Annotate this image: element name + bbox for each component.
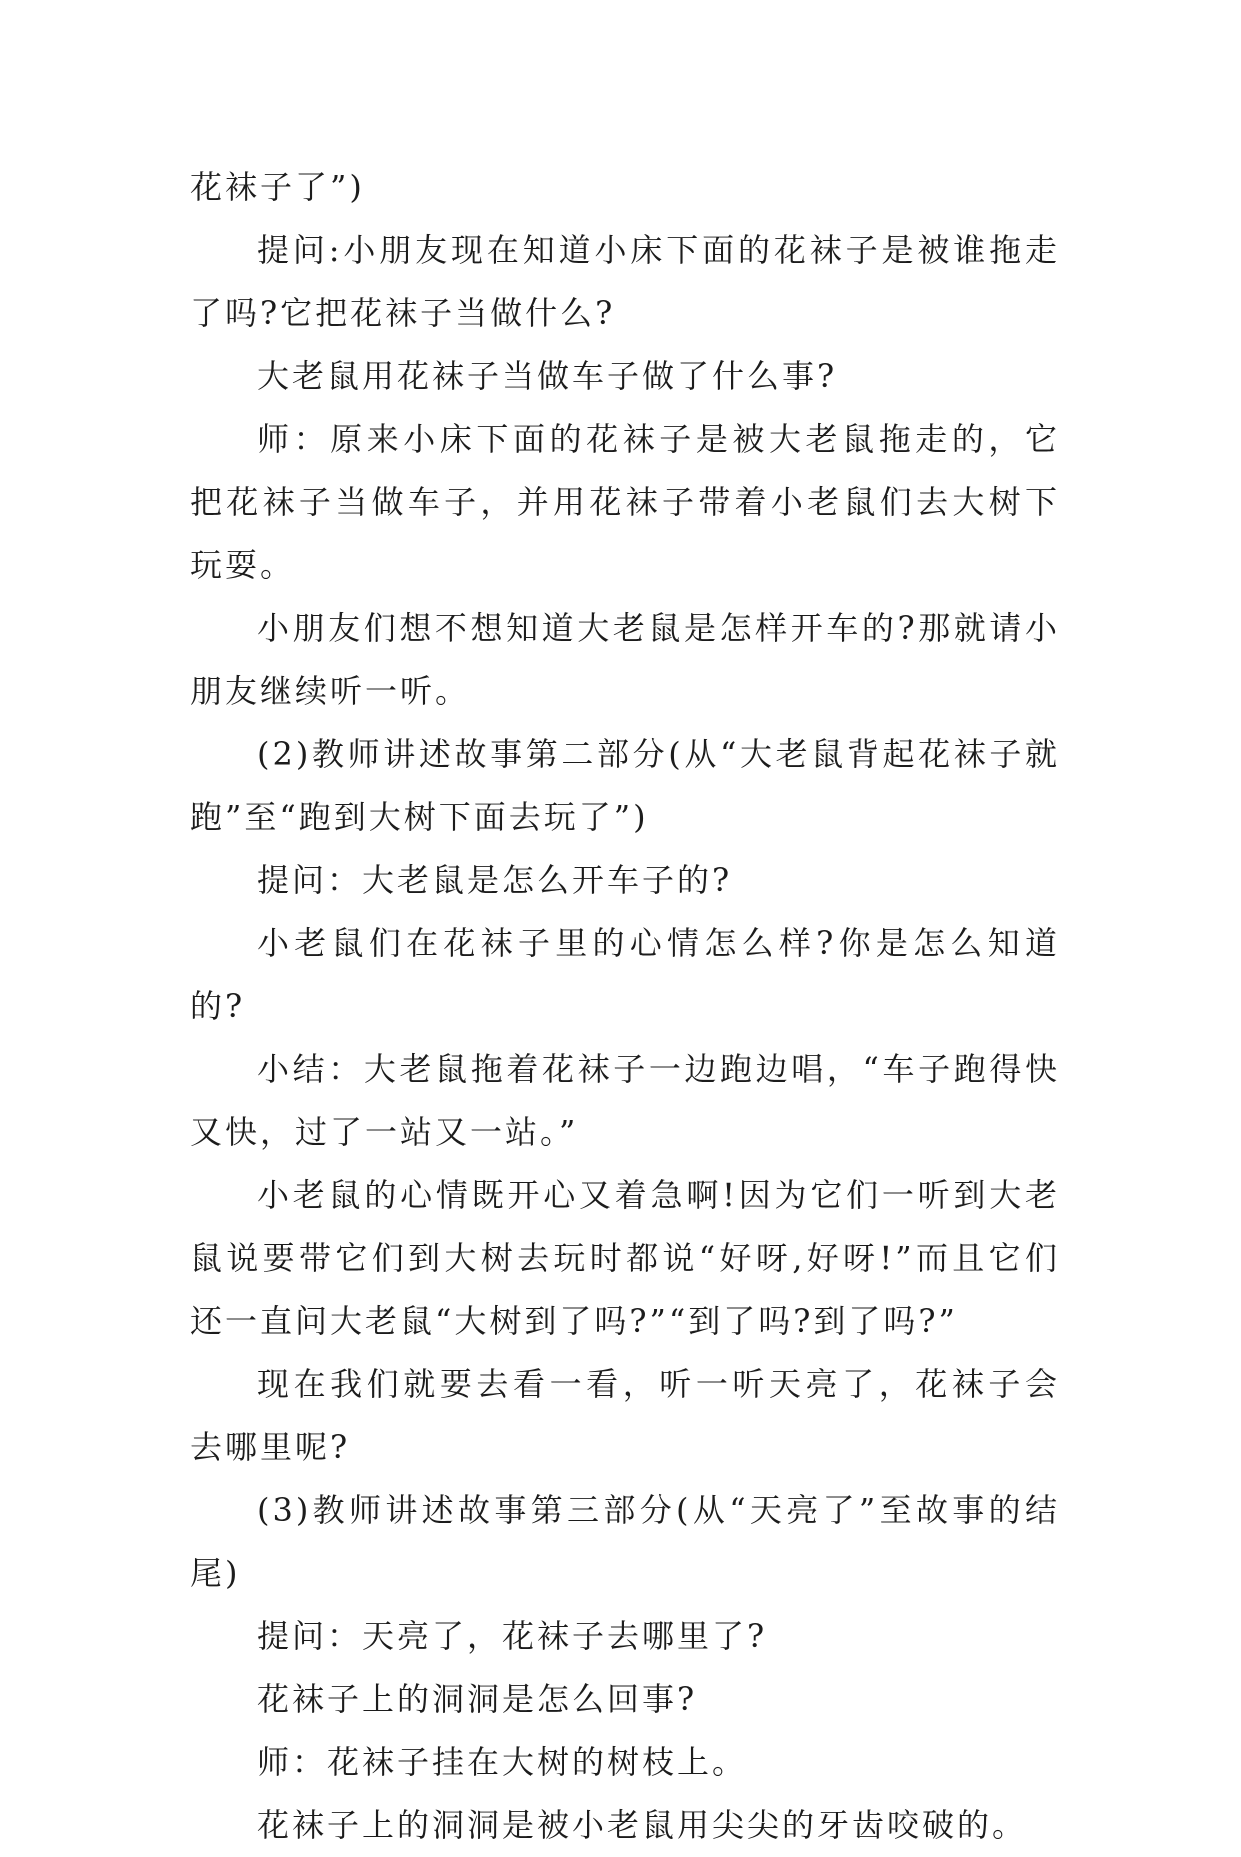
paragraph-question-where: 提问：天亮了，花袜子去哪里了? bbox=[257, 1617, 768, 1655]
paragraph-daybreak: 现在我们就要去看一看，听一听天亮了，花袜子会去哪里呢? bbox=[190, 1365, 1060, 1466]
paragraph-question-car: 大老鼠用花袜子当做车子做了什么事? bbox=[257, 357, 838, 395]
paragraph-mood-explanation: 小老鼠的心情既开心又着急啊!因为它们一听到大老鼠说要带它们到大树去玩时都说“好呀,好呀!”而且它们还一直问大老鼠“大树到了吗?”“到了吗?到了吗?” bbox=[190, 1176, 1060, 1340]
paragraph-question-mood: 小老鼠们在花袜子里的心情怎么样?你是怎么知道的? bbox=[190, 924, 1060, 1025]
paragraph-part-two: (2)教师讲述故事第二部分(从“大老鼠背起花袜子就跑”至“跑到大树下面去玩了”) bbox=[190, 735, 1060, 836]
paragraph-question-holes: 花袜子上的洞洞是怎么回事? bbox=[257, 1680, 698, 1718]
paragraph-holes-answer: 花袜子上的洞洞是被小老鼠用尖尖的牙齿咬破的。 bbox=[257, 1806, 1028, 1844]
paragraph-teacher-branch: 师：花袜子挂在大树的树枝上。 bbox=[257, 1743, 748, 1781]
paragraph-summary: 小结：大老鼠拖着花袜子一边跑边唱，“车子跑得快又快，过了一站又一站。” bbox=[190, 1050, 1060, 1151]
paragraph-question-drive: 提问：大老鼠是怎么开车子的? bbox=[257, 861, 733, 899]
paragraph-teacher-explanation: 师：原来小床下面的花袜子是被大老鼠拖走的，它把花袜子当做车子，并用花袜子带着小老鼠们去大树下玩耍。 bbox=[190, 420, 1060, 584]
paragraph-continuation: 花袜子了”) bbox=[190, 168, 365, 206]
paragraph-part-three: (3)教师讲述故事第三部分(从“天亮了”至故事的结尾) bbox=[190, 1491, 1060, 1592]
body-text bbox=[190, 156, 1060, 1857]
paragraph-listen-more: 小朋友们想不想知道大老鼠是怎样开车的?那就请小朋友继续听一听。 bbox=[190, 609, 1060, 710]
paragraph-question-who-dragged: 提问:小朋友现在知道小床下面的花袜子是被谁拖走了吗?它把花袜子当做什么? bbox=[190, 231, 1060, 332]
